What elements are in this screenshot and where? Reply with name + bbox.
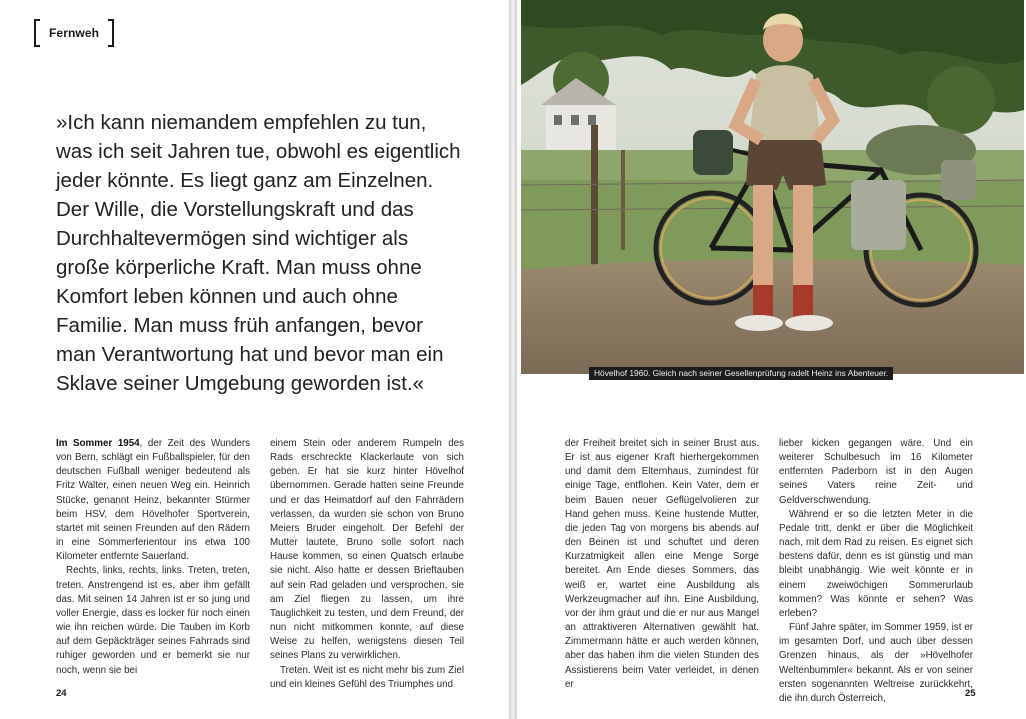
paragraph: der Freiheit breitet sich in seiner Brust aus. Er ist aus eigener Kraft hierhergekommen und damit dem Elternhaus, zumindest für einige Tage, entflohen. Kein Vater, dem er beim Bauen neuer Geflügelvolieren zur Hand gehen muss. Keine hustende Mutter, die jeden Tag von morgens bis abends auf den Beinen ist und schuftet und deren Kurzatmigkeit allen eine Menge Sorge bereitet. Am Ende dieses Sommers, das weiß er, wartet eine Ausbildung als Werkzeugmacher auf ihn. Eine Ausbildung, vor der ihm graut und die er nur aus Mangel an attraktiveren Alternativen gewählt hat. Zimmermann hätte er auch werden können, aber das haben ihm die vielen Stunden des Assistierens beim Vater verleidet, in denen er	[565, 438, 759, 690]
paragraph: Fünf Jahre später, im Sommer 1959, ist er im gesamten Dorf, und auch über dessen Grenzen hinaus, als der »Hövelhofer Weltenbummler« bekannt. Als er von seiner ersten sogenannten Weltreise zurückkehrt, die ihn durch Österreich,	[779, 622, 973, 704]
right-bracket-icon	[108, 19, 114, 47]
text-column-2	[270, 437, 464, 692]
paragraph	[56, 437, 250, 564]
right-page	[517, 0, 1026, 719]
paragraph-text: , der Zeit des Wunders von Bern, schlägt ein Fußballspieler, für den deutschen Fußball weniger bedeutend als Fritz Walter, einen neuen Weg ein. Heinrich Stücke, genannt Heinz, bekannter Stürmer beim HSV, dem Hövelhofer Sportverein, startet mit seinen Freunden auf den Rädern in eine Sommerferientour ins etwa 100 Kilometer entfernte Sauerland.	[56, 438, 250, 563]
pull-quote: »Ich kann niemandem empfehlen zu tun, was ich seit Jahren tue, obwohl es eigentlich jeder könnte. Es liegt ganz am Einzelnen. Der Wille, die Vorstellungskraft und das Durchhaltevermögen sind wichtiger als große körperliche Kraft. Man muss ohne Komfort leben können und auch ohne Familie. Man muss früh anfangen, bevor man Verantwortung hat und bevor man ein Sklave seiner Umgebung geworden ist.«	[56, 111, 461, 395]
paragraph: Rechts, links, rechts, links. Treten, treten, treten. Anstrengend ist es, aber ihm gefällt das. Mit seinen 14 Jahren ist er so jung und voller Energie, dass es locker für noch einen wie ihn reichen würde. Die Tauben im Korb auf dem Gepäckträger seines Fahrrads sind ruhiger geworden und er bemerkt sie nur noch, wenn sie bei	[56, 565, 250, 676]
paragraph: lieber kicken gegangen wäre. Und ein weiterer Schulbesuch im 16 Kilometer entfernten Paderborn ist in den Augen seines Vaters reine Zeit- und Geldverschwendung.	[779, 438, 973, 506]
left-page	[0, 0, 509, 719]
paragraph: einem Stein oder anderem Rumpeln des Rads erschreckte Klackerlaute von sich geben. Er hat sie kurz hinter Hövelhof übernommen. Gerade hatten seine Freunde und er das Heimatdorf auf den Fahrrädern verlassen, da wurden sie schon von Bruno Meiers Bruder eingeholt. Der Befehl der Mutter lautete, Bruno solle sofort nach Hause kommen, so einen Quatsch erlaube sie nicht. Also hatte er dessen Brieftauben auf sein Rad geladen und versprochen, sie am Ziel fliegen zu lassen, um ihre Tauglichkeit zu testen, und dem Freund, der nun nicht mitkommen konnte, auf diese Weise zu helfen, wenigstens diesen Teil seines Plans zu verwirklichen.	[270, 438, 464, 662]
lead-in: Im Sommer 1954	[56, 438, 140, 449]
paragraph: Treten. Weit ist es nicht mehr bis zum Ziel und ein kleines Gefühl des Triumphes und	[270, 664, 464, 690]
photo-caption: Hövelhof 1960. Gleich nach seiner Gesellenprüfung radelt Heinz ins Abenteuer.	[589, 367, 893, 380]
book-gutter	[509, 0, 517, 719]
cyclist-photo	[521, 0, 1024, 374]
section-label: Fernweh	[49, 26, 100, 40]
page-number-left: 24	[56, 688, 67, 699]
page-number-right: 25	[965, 688, 976, 699]
cyclist-photo-illustration	[521, 0, 1024, 374]
text-column-4	[779, 437, 973, 706]
text-column-1	[56, 437, 250, 678]
section-tag	[34, 18, 114, 48]
text-column-3	[565, 437, 759, 692]
paragraph: Während er so die letzten Meter in die Pedale tritt, denkt er über die Möglichkeit nach, mit dem Rad zu reisen. Es eignet sich bestens dafür, denn es ist günstig und man bleibt unabhängig. Wie weit könnte er in einem zweiwöchigen Sommerurlaub kommen? Was könnte er sehen? Was erleben?	[779, 508, 973, 619]
